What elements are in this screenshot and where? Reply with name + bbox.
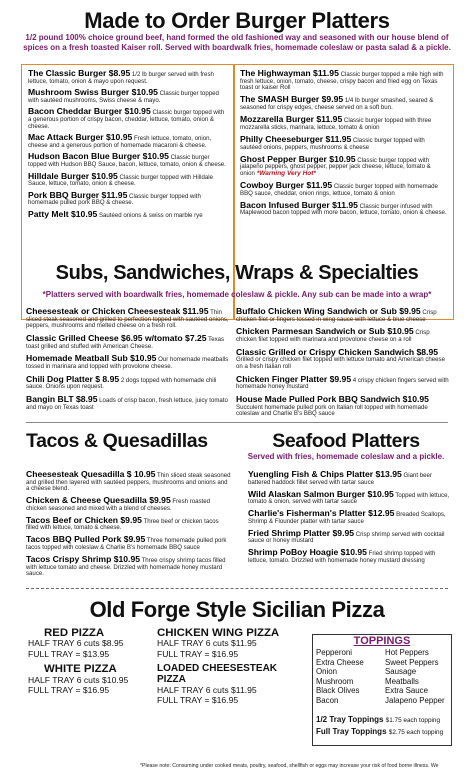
- menu-item: [236, 395, 451, 418]
- menu-item-name: Homemade Meatball Sub $10.95: [26, 353, 157, 364]
- menu-item-name: Shrimp PoBoy Hoagie $10.95: [248, 547, 367, 558]
- menu-item: [248, 490, 453, 506]
- menu-item-name: Cowboy Burger $11.95: [240, 180, 333, 191]
- menu-item: [28, 191, 228, 207]
- menu-item-description: Texas toast grilled and stuffed with American Cheese.: [26, 335, 225, 350]
- loaded-pizza-name: LOADED CHEESESTEAK PIZZA: [157, 663, 278, 685]
- menu-item: [26, 470, 231, 493]
- tacos-title: Tacos & Quesadillas: [26, 430, 208, 452]
- menu-item: [28, 210, 228, 220]
- menu-item-name: Classic Grilled or Crispy Chicken Sandwich $8.95: [236, 346, 439, 357]
- menu-item: [236, 348, 451, 371]
- seafood-title: Seafood Platters: [272, 430, 420, 452]
- menu-item: [26, 535, 231, 551]
- menu-item: [26, 375, 231, 391]
- menu-item: [248, 548, 453, 564]
- burgers-title: Made to Order Burger Platters: [84, 8, 390, 33]
- menu-item-description: Succulent homemade pulled pork on Italian roll topped with homemade coleslaw and Charlie B's BBQ sauce: [236, 403, 428, 418]
- menu-item-description: Classic burger infused with Maplewood bacon topped with more bacon, lettuce, tomato, onion & cheese.: [240, 202, 447, 217]
- topping-item: Extra Cheese: [316, 657, 364, 667]
- menu-item-description: 4 crispy chicken fingers served with homemade honey mustard: [236, 376, 449, 391]
- menu-item-name: Chicken & Cheese Quesadilla $9.95: [26, 495, 171, 506]
- menu-item-description: Three beef or chicken tacos filled with lettuce, tomato & cheese.: [26, 517, 219, 532]
- red-pizza-half: HALF TRAY 6 cuts $8.95: [28, 638, 124, 649]
- burgers-subtitle: 1/2 pound 100% choice ground beef, hand formed the old fashioned way and seasoned with our house blend of spices on a fresh toasted Kaiser roll. Served with boardwalk fries, homemade coleslaw or pasta salad & a pickle.: [23, 33, 451, 52]
- menu-item-name: Wild Alaskan Salmon Burger $10.95: [248, 488, 394, 499]
- menu-item-name: Classic Grilled Cheese $6.95 w/tomato $7.25: [26, 332, 207, 343]
- full-tray-toppings: [316, 727, 450, 736]
- red-pizza-block: [28, 628, 148, 695]
- menu-item-description: Classic burger topped with sautéed mushrooms, Swiss cheese & mayo.: [28, 90, 219, 104]
- menu-item-name: Charlie's Fisherman's Platter $12.95: [248, 508, 395, 519]
- menu-item: [28, 133, 228, 149]
- menu-item: [236, 375, 451, 391]
- menu-item: [26, 307, 231, 330]
- menu-item-name: Bacon Cheddar Burger $10.95: [28, 106, 151, 117]
- wing-pizza-half: HALF TRAY 6 cuts $11.95: [157, 638, 257, 649]
- menu-item: [240, 69, 447, 92]
- menu-item-description: Breaded Scallops, Shrimp & Flounder platter with tartar sauce: [248, 511, 446, 525]
- topping-item: Pepperoni: [316, 648, 352, 657]
- menu-item-description: Classic burger topped with jalapeño peppers, ghost pepper, pepper jack cheese, lettuce, tomato & onion: [240, 156, 431, 177]
- menu-item-name: Tacos BBQ Pulled Pork $9.95: [26, 534, 146, 545]
- seafood-subtitle: Served with fries, homemade coleslaw and a pickle.: [247, 452, 445, 461]
- section-divider: [26, 422, 448, 423]
- menu-item-name: Yuengling Fish & Chips Platter $13.95: [248, 469, 402, 479]
- menu-item: [240, 181, 447, 197]
- topping-item: Sausage: [385, 667, 417, 677]
- menu-item: [28, 172, 228, 188]
- menu-item-description: Three homemade pulled pork tacos topped with coleslaw & Charlie B's homemade BBQ sauce: [26, 537, 227, 551]
- menu-item-name: House Made Pulled Pork BBQ Sandwich $10.95: [236, 394, 429, 405]
- menu-item: [240, 201, 447, 217]
- menu-item-description: Classic burger topped a mile high with fresh lettuce, onion, tomato, cheese, crispy bacon and fried egg on Texas toast or kaiser Roll: [240, 71, 444, 92]
- menu-item-name: Bangin BLT $8.95: [26, 394, 98, 405]
- loaded-pizza-half: HALF TRAY 6 cuts $11.95: [157, 685, 257, 696]
- topping-item: Black Olives: [316, 686, 360, 696]
- menu-item: [240, 135, 447, 151]
- seafood-column: [248, 470, 453, 568]
- menu-item-description: Grilled or crispy chicken filet topped with lettuce tomato and American cheese on a fresh Italian roll: [236, 356, 445, 370]
- menu-item: [236, 307, 451, 323]
- tacos-column: [26, 470, 231, 581]
- menu-item-description: Classic burger topped with Hilldale Sauce, lettuce, tomato, onion & cheese.: [28, 173, 213, 188]
- topping-item: Hot Peppers: [385, 648, 429, 657]
- toppings-box: [312, 634, 452, 746]
- subs-subtitle: *Platters served with boardwalk fries, homemade coleslaw & pickle. Any sub can be made into a wrap*: [42, 290, 432, 299]
- topping-item: Onion: [316, 667, 338, 677]
- pizza-title: Old Forge Style Sicilian Pizza: [89, 597, 385, 622]
- white-pizza-half: HALF TRAY 6 cuts $10.95: [28, 674, 129, 685]
- menu-item-name: Ghost Pepper Burger $10.95: [240, 153, 356, 164]
- menu-item-description: Three crispy shrimp tacos filled with lettuce tomato and cheese. Drizzled with homemade honey mustard sauce.: [26, 556, 226, 578]
- menu-item-name: Pork BBQ Burger $11.95: [28, 189, 128, 200]
- menu-item-name: Fried Shrimp Platter $9.95: [248, 527, 355, 538]
- menu-item-name: Mushroom Swiss Burger $10.95: [28, 87, 158, 98]
- menu-item-description: Classic burger topped with Hudson BBQ Sauce, bacon, lettuce, tomato, onion & cheese.: [28, 154, 226, 168]
- menu-item: [26, 334, 231, 350]
- full-tray-label: Full Tray Toppings: [316, 727, 387, 736]
- menu-item: [240, 155, 447, 178]
- menu-item-name: Buffalo Chicken Wing Sandwich or Sub $9.95: [236, 306, 421, 316]
- menu-item-name: Philly Cheeseburger $11.95: [240, 133, 352, 144]
- white-pizza-name: WHITE PIZZA: [44, 663, 117, 676]
- menu-item-name: The SMASH Burger $9.95: [240, 94, 344, 105]
- red-pizza-full: FULL TRAY = $13.95: [28, 648, 110, 659]
- menu-item-name: Mozzarella Burger $11.95: [240, 114, 343, 125]
- menu-item-description: Fresh roasted chicken seasoned and mixed with a blend of cheeses.: [26, 498, 211, 512]
- menu-item: [240, 115, 447, 131]
- menu-item-name: Chili Dog Platter $ 8.95: [26, 373, 120, 384]
- topping-item: Meatballs: [385, 676, 419, 686]
- menu-item: [28, 69, 228, 85]
- subs-left-column: [26, 307, 231, 415]
- wing-pizza-full: FULL TRAY = $16.95: [157, 648, 239, 659]
- menu-item: [236, 327, 451, 343]
- menu-item-description: Giant beer battered haddock fillet served with tartar sauce: [248, 472, 432, 486]
- menu-item-name: The Classic Burger $8.95: [28, 68, 131, 78]
- menu-item-description: Classic burger topped with sautéed onions, peppers, mushrooms & cheese: [240, 136, 425, 151]
- menu-item-name: Bacon Infused Burger $11.95: [240, 199, 358, 210]
- menu-item-description: Crisp chicken filet topped with marinara and provolone cheese on a roll: [236, 329, 430, 343]
- menu-item-description: Loads of crisp bacon, fresh lettuce, juicy tomato and mayo on Texas toast: [26, 397, 228, 411]
- menu-item-description: Our homemade meatballs tossed in marinara and topped with provolone cheese.: [26, 356, 229, 370]
- menu-item-description: Crisp chicken filet or fingers tossed in wing sauce with lettuce & blue cheese: [236, 309, 437, 323]
- topping-item: Bacon: [316, 695, 339, 705]
- menu-item-description: Topped with lettuce, tomato & onion, served with tartar sauce: [248, 491, 450, 506]
- menu-item-name: Patty Melt $10.95: [28, 208, 98, 219]
- menu-item-description: Thin sliced steak seasoned and grilled to perfection topped with sautéed onions, peppers, mushrooms and melted cheese on a fresh roll.: [26, 309, 229, 330]
- menu-item-name: Mac Attack Burger $10.95: [28, 132, 133, 143]
- topping-item: Mushroom: [316, 676, 354, 686]
- half-tray-price: $1.75 each topping: [385, 717, 441, 724]
- menu-item: [248, 509, 453, 525]
- subs-title: Subs, Sandwiches, Wraps & Specialties: [55, 262, 419, 284]
- menu-item: [248, 529, 453, 545]
- hot-warning: *Warning Very Hot*: [254, 169, 316, 177]
- menu-item-name: The Highwayman $11.95: [240, 68, 339, 78]
- wing-pizza-name: CHICKEN WING PIZZA: [157, 627, 280, 639]
- menu-item-description: Fresh lettuce, tomato, onion, cheese and a generous portion of homemade macaroni & cheese.: [28, 135, 212, 149]
- menu-item: [240, 95, 447, 111]
- topping-item: Jalapeno Pepper: [385, 695, 445, 705]
- white-pizza-full: FULL TRAY = $16.95: [28, 685, 110, 696]
- menu-item: [28, 88, 228, 104]
- menu-item: [26, 516, 231, 532]
- loaded-pizza-full: FULL TRAY = $16.95: [157, 695, 239, 706]
- menu-item-name: Cheesesteak or Chicken Cheesesteak $11.95: [26, 306, 209, 316]
- menu-item: [26, 555, 231, 578]
- menu-item-name: Chicken Parmesan Sandwich or Sub $10.95: [236, 326, 414, 337]
- menu-item-description: Classic burger topped with a generous portion of crispy bacon, cheddar, lettuce, tomato, onion & cheese.: [28, 109, 225, 130]
- menu-item-description: Classic burger topped with homemade pulled pork BBQ & cheese.: [28, 192, 201, 207]
- menu-item-description: Classic burger topped with homemade BBQ sauce, cheddar, onion rings, lettuce, tomato & onion: [240, 183, 438, 197]
- menu-item-name: Tacos Crispy Shrimp $10.95: [26, 553, 140, 564]
- menu-item-description: Thin sliced steak seasoned and grilled then layered with sautéed peppers, mushrooms and onions and a cheese blend.: [26, 472, 231, 493]
- menu-item: [26, 496, 231, 512]
- burger-right-column: [240, 69, 447, 221]
- menu-item-description: 1/2 lb burger served with fresh lettuce, tomato, onion & mayo upon request.: [28, 71, 214, 85]
- full-tray-price: $2.75 each topping: [388, 729, 444, 736]
- half-tray-label: 1/2 Tray Toppings: [316, 715, 384, 724]
- half-tray-toppings: [316, 715, 450, 724]
- menu-item-name: Hudson Bacon Blue Burger $10.95: [28, 151, 169, 162]
- red-pizza-name: RED PIZZA: [44, 627, 105, 639]
- menu-item-name: Hilldale Burger $10.95: [28, 170, 118, 181]
- subs-right-column: [236, 307, 451, 422]
- menu-item-description: Fried shrimp topped with lettuce, tomato. Drizzled with homemade honey mustard dressing: [248, 550, 436, 564]
- toppings-right: [385, 648, 449, 706]
- pizza-divider: [26, 588, 448, 589]
- menu-item: [26, 395, 231, 411]
- menu-item: [26, 354, 231, 370]
- menu-item-name: Chicken Finger Platter $9.95: [236, 373, 352, 384]
- menu-item: [28, 152, 228, 168]
- topping-item: Sweet Peppers: [385, 657, 439, 667]
- menu-item-description: 1/4 lb burger smashed, seared & seasoned for crispy edges, cheese served on a soft bun.: [240, 97, 434, 111]
- menu-item-description: Sautéed onions & swiss on marble rye: [97, 211, 203, 219]
- toppings-title: TOPPINGS: [353, 635, 411, 647]
- specialty-pizza-block: [157, 628, 307, 706]
- topping-item: Extra Sauce: [385, 686, 428, 696]
- burger-left-column: [28, 69, 228, 223]
- toppings-left: [316, 648, 380, 706]
- menu-item-name: Tacos Beef or Chicken $9.95: [26, 514, 142, 525]
- consumer-notice: *Please note: Consuming under cooked meats, poultry, seafood, shellfish or eggs may increase your risk of food borne illness. We: [140, 763, 439, 769]
- menu-item-name: Cheesesteak Quesadilla $ 10.95: [26, 469, 156, 479]
- menu-item-description: Classic burger topped with three mozzarella sticks, marinara, lettuce, tomato & onion: [240, 117, 432, 131]
- menu-item: [28, 107, 228, 130]
- menu-item-description: Crisp shrimp served with cocktail sauce or honey mustard: [248, 530, 445, 545]
- menu-item-description: 2 dogs topped with homemade chili sauce. Onions upon request.: [26, 376, 217, 391]
- menu-item: [248, 470, 453, 486]
